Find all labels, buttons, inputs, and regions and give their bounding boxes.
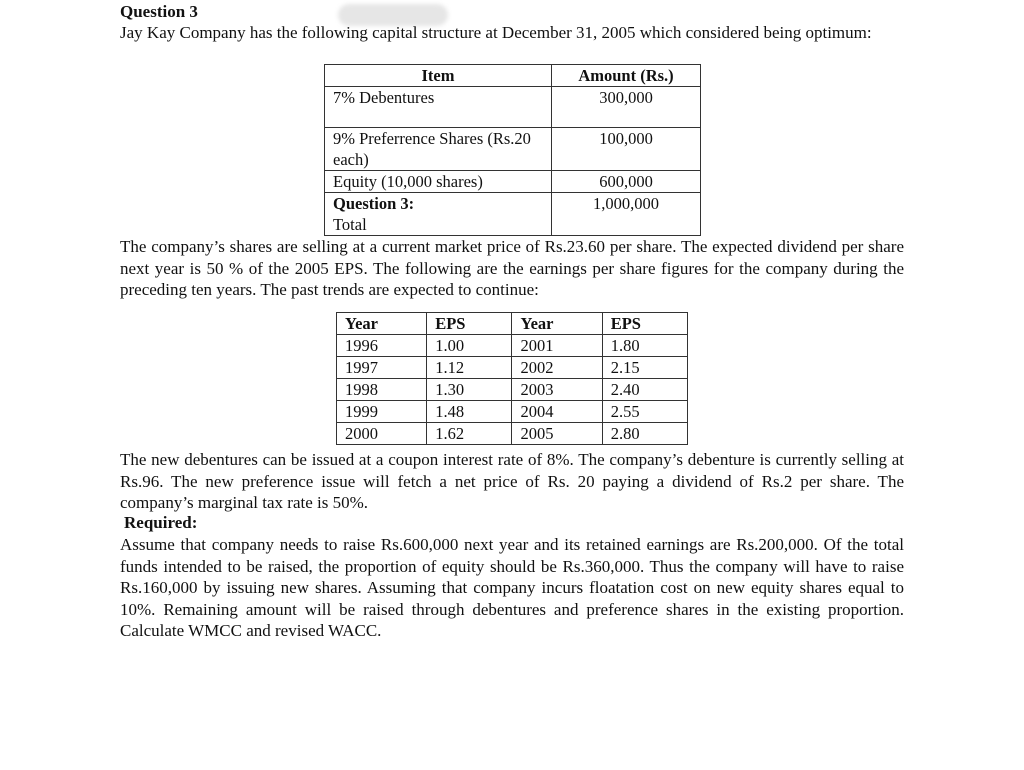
eps-cell: 2.55 <box>602 401 687 423</box>
paragraph-debentures: The new debentures can be issued at a coupon interest rate of 8%. The company’s debenture is currently selling at Rs.96. The new preference issue will fetch a net price of Rs. 20 paying a dividend of Rs.2 per share. The company’s marginal tax rate is 50%. <box>120 450 904 512</box>
header-amount: Amount (Rs.) <box>552 65 701 87</box>
table-row <box>325 87 701 128</box>
row-item: 9% Preferrence Shares (Rs.20 each) <box>325 128 552 171</box>
eps-cell: 1996 <box>337 335 427 357</box>
eps-cell: 1.12 <box>427 357 512 379</box>
eps-row <box>337 423 688 445</box>
table-row <box>325 171 701 193</box>
eps-row <box>337 357 688 379</box>
eps-cell: 1.48 <box>427 401 512 423</box>
eps-table <box>336 312 688 445</box>
eps-header-eps-1: EPS <box>427 313 512 335</box>
total-label-cell <box>325 193 552 236</box>
eps-cell: 2002 <box>512 357 602 379</box>
eps-cell: 2005 <box>512 423 602 445</box>
row-item: Equity (10,000 shares) <box>325 171 552 193</box>
capital-structure-table <box>324 64 701 236</box>
eps-cell: 1998 <box>337 379 427 401</box>
eps-cell: 2.80 <box>602 423 687 445</box>
table-row <box>325 128 701 171</box>
eps-cell: 2003 <box>512 379 602 401</box>
required-heading: Required: <box>124 513 198 532</box>
eps-cell: 2001 <box>512 335 602 357</box>
eps-header-year-1: Year <box>337 313 427 335</box>
eps-cell: 1.00 <box>427 335 512 357</box>
row-item: 7% Debentures <box>325 87 552 128</box>
eps-cell: 1.80 <box>602 335 687 357</box>
total-label: Total <box>333 215 367 234</box>
eps-cell: 2.40 <box>602 379 687 401</box>
eps-header-row <box>337 313 688 335</box>
row-amount: 100,000 <box>552 128 701 171</box>
eps-cell: 1.62 <box>427 423 512 445</box>
paragraph-required: Assume that company needs to raise Rs.600,000 next year and its retained earnings are Rs.200,000. Of the total funds intended to be raised, the proportion of equity should be Rs.360,000. Thus the company will have to raise Rs.160,000 by issuing new shares. Assuming that company incurs floatation cost on new equity shares equal to 10%. Remaining amount will be raised through debentures and preference shares in the existing proportion. Calculate WMCC and revised WACC. <box>120 535 904 640</box>
eps-cell: 1.30 <box>427 379 512 401</box>
eps-header-year-2: Year <box>512 313 602 335</box>
eps-cell: 1999 <box>337 401 427 423</box>
question-title: Question 3 <box>120 2 198 21</box>
intro-text: Jay Kay Company has the following capital structure at December 31, 2005 which considered being optimum: <box>120 23 872 42</box>
header-item: Item <box>325 65 552 87</box>
total-amount: 1,000,000 <box>552 193 701 236</box>
row-amount: 300,000 <box>552 87 701 128</box>
eps-cell: 2004 <box>512 401 602 423</box>
eps-cell: 2.15 <box>602 357 687 379</box>
total-row <box>325 193 701 236</box>
eps-cell: 2000 <box>337 423 427 445</box>
eps-header-eps-2: EPS <box>602 313 687 335</box>
eps-cell: 1997 <box>337 357 427 379</box>
eps-row <box>337 379 688 401</box>
row-amount: 600,000 <box>552 171 701 193</box>
question-3-label: Question 3: <box>333 194 415 213</box>
eps-row <box>337 401 688 423</box>
eps-row <box>337 335 688 357</box>
table-header-row <box>325 65 701 87</box>
paragraph-market-price: The company’s shares are selling at a current market price of Rs.23.60 per share. The expected dividend per share next year is 50 % of the 2005 EPS. The following are the earnings per share figures for the company during the preceding ten years. The past trends are expected to continue: <box>120 237 904 299</box>
